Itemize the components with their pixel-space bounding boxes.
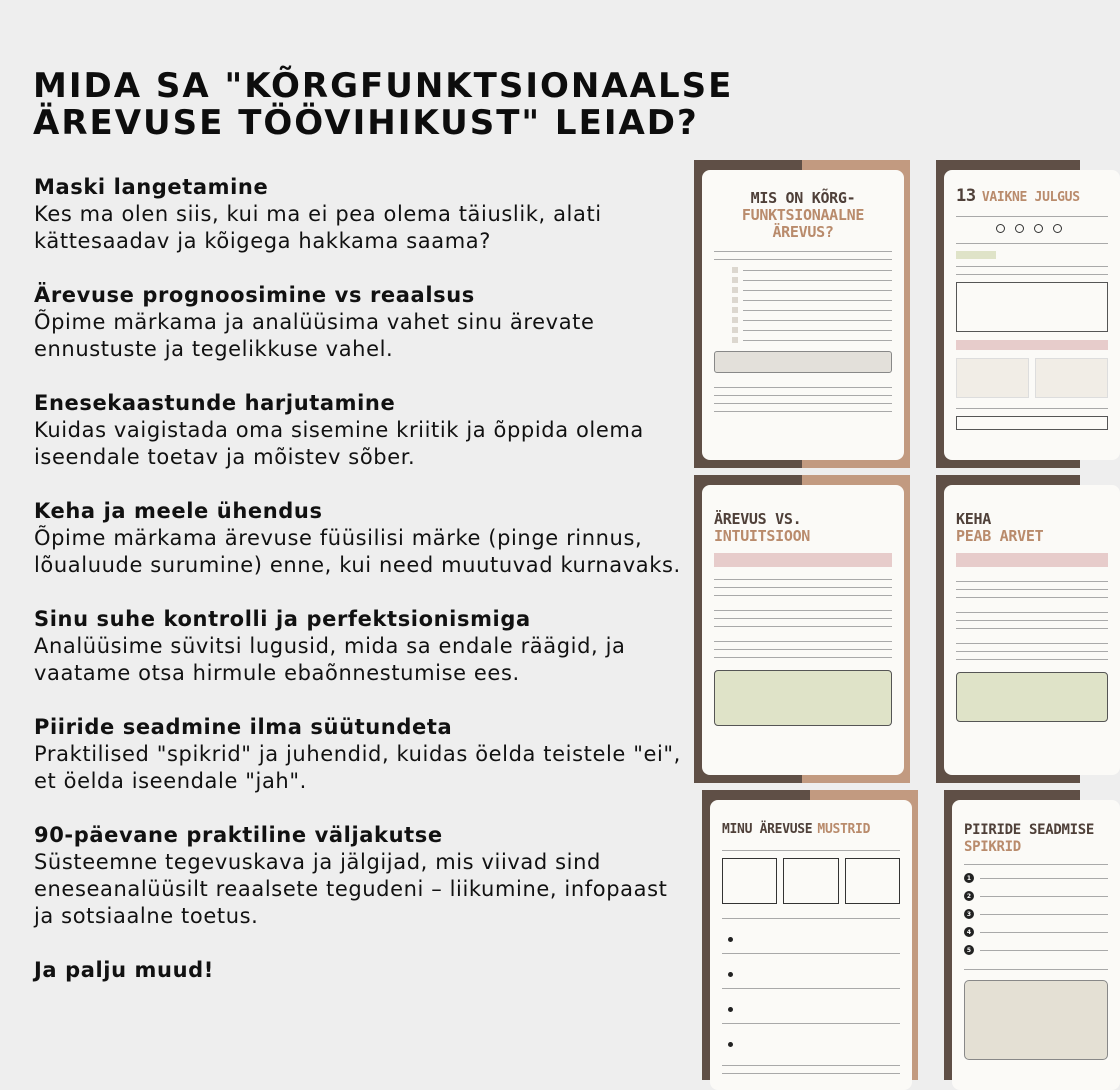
feature-text: Praktilised "spikrid" ja juhendid, kuidas öelda teistele "ei", et öelda iseendale "jah". <box>34 742 681 793</box>
feature-item <box>34 390 684 471</box>
worksheet-page <box>702 485 904 775</box>
feature-text: Õpime märkama ja analüüsima vahet sinu ärevate ennustuste ja tegelikkuse vahel. <box>34 310 595 361</box>
worksheet-page <box>710 800 912 1090</box>
worksheet-preview-4 <box>936 475 1080 783</box>
worksheet-preview-1 <box>694 160 910 468</box>
worksheet-title-line2: MUSTRID <box>817 822 871 837</box>
feature-item <box>34 714 684 795</box>
worksheet-title: VAIKNE JULGUS <box>981 190 1080 205</box>
worksheet-page: PIIRIDE SEADMISE SPIKRID 1 2 3 4 5 <box>952 800 1120 1090</box>
feature-title: 90-päevane praktiline väljakutse <box>34 823 443 847</box>
feature-text: Õpime märkama ärevuse füüsilisi märke (pinge rinnus, lõualuude surumine) enne, kui need muutuvad kurnavaks. <box>34 526 681 577</box>
worksheet-page <box>944 170 1120 460</box>
worksheet-preview-5 <box>702 790 918 1080</box>
worksheet-title-line2: INTUITSIOON <box>714 527 811 545</box>
worksheet-title-line1: PIIRIDE SEADMISE <box>964 822 1095 838</box>
feature-title: Maski langetamine <box>34 175 269 199</box>
worksheet-title-line1: MIS ON KÕRG- <box>750 189 856 207</box>
page-headline: MIDA SA "KÕRGFUNKTSIONAALSE ÄREVUSE TÖÖVIHIKUST" LEIAD? <box>33 66 734 143</box>
feature-text: Süsteemne tegevuskava ja jälgijad, mis viivad sind eneseanalüüsilt reaalsete tegudeni – liikumine, infopaast ja sotsiaalne toetus. <box>34 850 668 928</box>
feature-text: Kes ma olen siis, kui ma ei pea olema täiuslik, alati kättesaadav ja kõigega hakkama saama? <box>34 202 602 253</box>
closing-text: Ja palju muud! <box>34 958 214 982</box>
worksheet-title-line2: SPIKRID <box>964 839 1021 855</box>
feature-text: Analüüsime süvitsi lugusid, mida sa endale räägid, ja vaatame otsa hirmule ebaõnnestumise ees. <box>34 634 626 685</box>
feature-title: Piiride seadmine ilma süütundeta <box>34 715 453 739</box>
feature-item <box>34 822 684 930</box>
worksheet-page <box>944 485 1120 775</box>
feature-title: Ärevuse prognoosimine vs reaalsus <box>34 283 475 307</box>
worksheet-preview-3 <box>694 475 910 783</box>
feature-text: Kuidas vaigistada oma sisemine kriitik ja õppida olema iseendale toetav ja mõistev sõber. <box>34 418 644 469</box>
worksheet-title-line1: ÄREVUS VS. <box>714 510 802 528</box>
worksheet-number: 13 <box>956 186 976 206</box>
worksheet-title-line1: MINU ÄREVUSE <box>722 822 813 837</box>
feature-list <box>34 174 684 984</box>
worksheet-preview-2 <box>936 160 1080 468</box>
feature-title: Sinu suhe kontrolli ja perfektsionismiga <box>34 607 531 631</box>
worksheet-preview-6 <box>944 790 1095 1080</box>
feature-item <box>34 498 684 579</box>
worksheet-title-line2: FUNKTSIONAALNE ÄREVUS? <box>741 206 865 241</box>
worksheet-title-line2: PEAB ARVET <box>956 527 1044 545</box>
worksheet-page <box>702 170 904 460</box>
feature-title: Keha ja meele ühendus <box>34 499 323 523</box>
worksheet-title-line1: KEHA <box>956 510 991 528</box>
feature-title: Enesekaastunde harjutamine <box>34 391 396 415</box>
feature-item <box>34 282 684 363</box>
feature-item <box>34 606 684 687</box>
feature-item <box>34 174 684 255</box>
